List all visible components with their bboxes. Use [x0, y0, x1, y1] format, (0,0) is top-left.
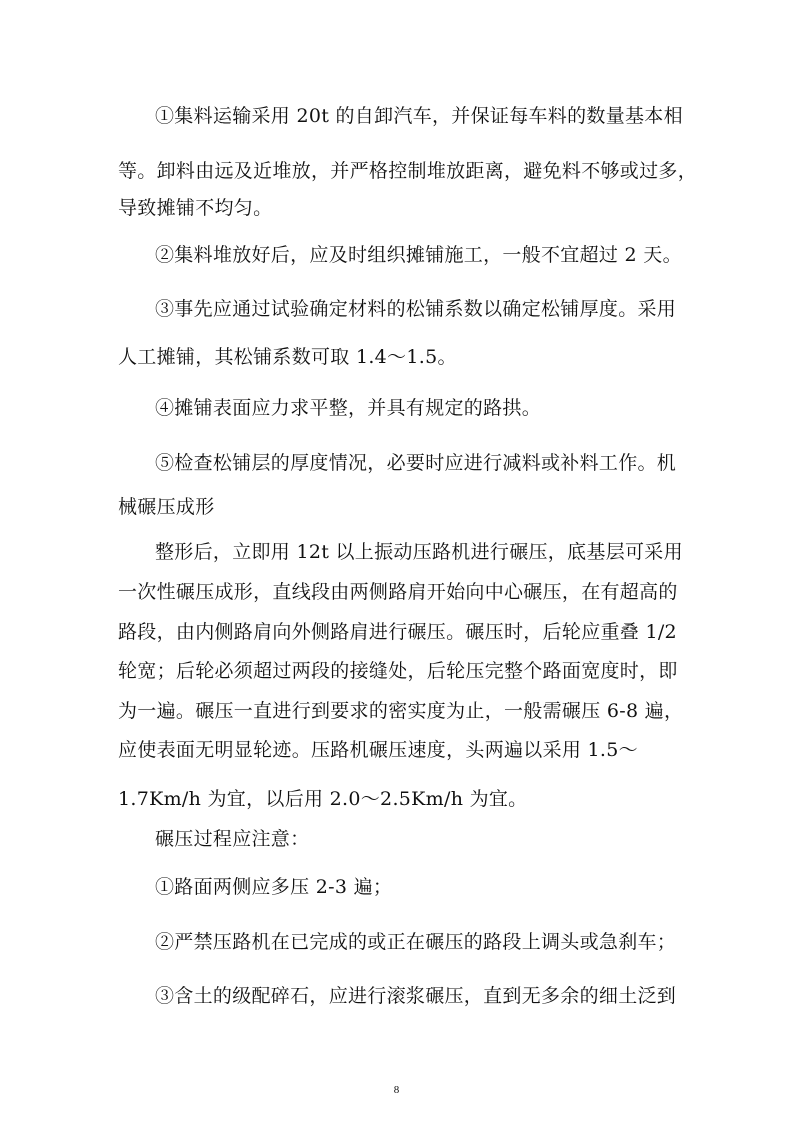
text-line: 为一遍。碾压一直进行到要求的密实度为止，一般需碾压 6-8 遍， [118, 700, 684, 722]
text-line: ①集料运输采用 20t 的自卸汽车，并保证每车料的数量基本相 [155, 105, 683, 127]
text-line: 械碾压成形 [118, 496, 215, 518]
text-line: 人工摊铺，其松铺系数可取 1.4～1.5。 [118, 346, 457, 368]
text-line: ④摊铺表面应力求平整，并具有规定的路拱。 [155, 397, 542, 419]
text-line: 轮宽；后轮必须超过两段的接缝处，后轮压完整个路面宽度时，即 [118, 660, 678, 682]
text-line: 整形后，立即用 12t 以上振动压路机进行碾压，底基层可采用 [155, 541, 683, 563]
text-line: ③事先应通过试验确定材料的松铺系数以确定松铺厚度。采用 [155, 298, 677, 320]
text-line: ⑤检查松铺层的厚度情况，必要时应进行减料或补料工作。机 [155, 452, 677, 474]
text-line: ①路面两侧应多压 2-3 遍； [155, 876, 393, 898]
text-line: 导致摊铺不均匀。 [118, 197, 273, 219]
text-line: 路段，由内侧路肩向外侧路肩进行碾压。碾压时，后轮应重叠 1/2 [118, 621, 677, 643]
text-line: ②严禁压路机在已完成的或正在碾压的路段上调头或急刹车； [155, 931, 677, 953]
text-line: 等。卸料由远及近堆放，并严格控制堆放距离，避免料不够或过多， [118, 160, 698, 182]
text-line: ③含土的级配碎石，应进行滚浆碾压，直到无多余的细土泛到 [155, 985, 677, 1007]
text-line: 1.7Km/h 为宜，以后用 2.0～2.5Km/h 为宜。 [118, 788, 528, 810]
page-number: 8 [393, 1084, 400, 1096]
text-line: ②集料堆放好后，应及时组织摊铺施工，一般不宜超过 2 天。 [155, 244, 682, 266]
text-line: 应使表面无明显轮迹。压路机碾压速度，头两遍以采用 1.5～ [118, 739, 638, 761]
text-line: 碾压过程应注意： [155, 828, 310, 850]
text-line: 一次性碾压成形，直线段由两侧路肩开始向中心碾压，在有超高的 [118, 581, 678, 603]
